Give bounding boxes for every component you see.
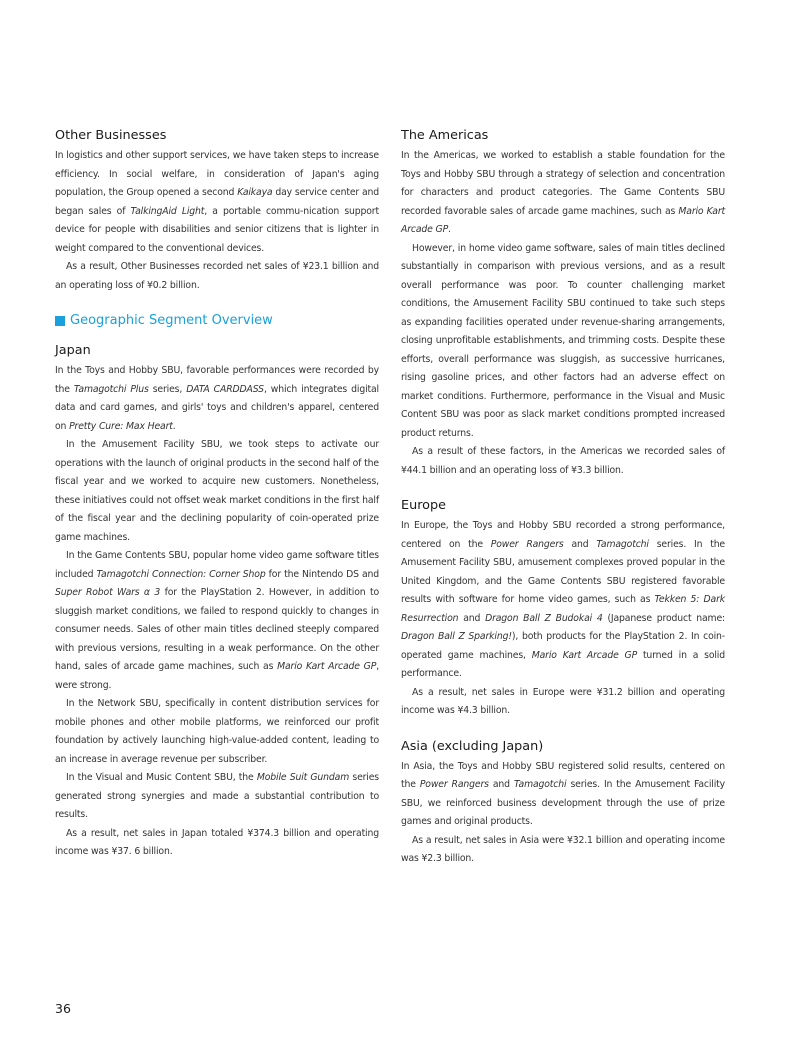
americas-paragraph-3: As a result of these factors, in the Americas we recorded sales of ¥44.1 billion and an operating loss of ¥3.3 billion. — [401, 446, 725, 476]
italic-title: Mario Kart Arcade GP — [531, 649, 638, 661]
americas-paragraph-2 — [401, 240, 725, 444]
italic-title: Pretty Cure: Max Heart — [69, 420, 173, 432]
italic-title: Dragon Ball Z Sparking! — [401, 631, 512, 642]
japan-paragraph-1 — [55, 362, 379, 436]
text-run: ), both products for the PlayStation 2. In coin-operated game machines, — [401, 631, 726, 661]
text-run: . — [448, 224, 451, 235]
right-column — [401, 127, 725, 869]
europe-heading: Europe — [401, 498, 447, 513]
text-run: and — [458, 612, 486, 624]
italic-title: Tamagotchi — [596, 538, 649, 550]
japan-paragraph-4 — [55, 695, 379, 769]
text-run: In the Visual and Music Content SBU, the — [66, 772, 257, 783]
japan-paragraph-6: As a result, net sales in Japan totaled ¥374.3 billion and operating income was ¥37. 6 billion. — [55, 827, 379, 857]
text-run: However, in home video game software, sales of main titles declined substantially in comparison with previous versions, and as a result overall performance was poor. To counter challenging market conditions, the Amusement Facility SBU continued to take such steps as expanding facilities operated under revenue-sharing arrangements, closing unprofitable establishments, and trimming costs. Despite these efforts, overall performance was sluggish, as successive hurricanes, rising gasoline prices, and other factors had an adverse effect on market conditions. Furthermore, performance in the Visual and Music Content SBU was poor as slack market conditions prompted increased product returns. — [401, 242, 725, 439]
americas-paragraph-1 — [401, 147, 725, 240]
asia-paragraph-2: As a result, net sales in Asia were ¥32.1 billion and operating income was ¥2.3 billion. — [401, 834, 725, 864]
text-run: and — [563, 538, 597, 550]
italic-title: Power Rangers — [419, 779, 489, 790]
europe-paragraph-1 — [401, 517, 725, 684]
text-run: series generated strong synergies and made a substantial contribution to results. — [55, 772, 380, 820]
text-run: In the Game Contents SBU, popular home video game software titles included — [55, 550, 379, 580]
text-run: series. In the Amusement Facility SBU, amusement complexes proved popular in the United Kingdom, and the Game Contents SBU registered favorable results with software for home video games, such as — [401, 538, 725, 605]
japan-paragraph-5 — [55, 769, 379, 825]
text-run: , were strong. — [55, 661, 380, 691]
japan-paragraph-2 — [55, 436, 379, 547]
text-run: In the Americas, we worked to establish a stable foundation for the Toys and Hobby SBU through a strategy of selection and concentration for characters and product categories. The Game Contents SBU recorded favorable sales of arcade game machines, such as — [401, 150, 725, 217]
italic-title: Mobile Suit Gundam — [256, 772, 350, 783]
text-run: , a portable commu-nication support device for people with disabilities and senior citizens that is lighter in weight compared to the conventional devices. — [55, 205, 379, 254]
text-run: . — [172, 420, 176, 432]
italic-title: Tamagotchi — [513, 779, 567, 790]
text-run: , which integrates digital data and card games, and girls' toys and children's apparel, centered on — [55, 383, 379, 432]
italic-title: Mario Kart Arcade GP — [401, 205, 725, 235]
italic-title: Tekken 5: Dark Resurrection — [401, 594, 725, 624]
blue-square-bullet-icon — [55, 316, 65, 326]
japan-paragraph-3 — [55, 547, 379, 695]
europe-paragraph-2: As a result, net sales in Europe were ¥31.2 billion and operating income was ¥4.3 billion. — [401, 686, 725, 716]
asia-heading: Asia (excluding Japan) — [401, 738, 544, 754]
italic-title: Super Robot Wars α 3 — [55, 587, 161, 598]
text-run: series. In the Amusement Facility SBU, we reinforced business development through the use of prize games and original products. — [401, 779, 726, 827]
italic-title: Kaikaya — [237, 187, 273, 198]
italic-title: Power Rangers — [490, 538, 564, 550]
text-run: turned in a solid performance. — [401, 649, 725, 679]
italic-title: TalkingAid Light — [130, 205, 205, 217]
italic-title: DATA CARDDASS — [186, 383, 264, 395]
italic-title: Tamagotchi Connection: Corner Shop — [96, 568, 266, 580]
left-column — [55, 127, 379, 862]
other-businesses-paragraph-2: As a result, Other Businesses recorded net sales of ¥23.1 billion and an operating loss of ¥0.2 billion. — [55, 261, 379, 291]
text-run: day service center and began sales of — [55, 187, 379, 217]
japan-heading: Japan — [55, 343, 91, 358]
text-run: for the PlayStation 2. However, in addition to sluggish market conditions, we failed to respond quickly to changes in consumer needs. Sales of other main titles declined steeply compared with previous versions, resulting in a weak performance. On the other hand, sales of arcade game machines, such as — [55, 587, 379, 672]
americas-heading: The Americas — [401, 128, 489, 143]
italic-title: Dragon Ball Z Budokai 4 — [485, 612, 603, 624]
text-run: In the Network SBU, specifically in content distribution services for mobile phones and other mobile platforms, we reinforced our profit foundation by actively launching high-value-added content, leading to an increase in average revenue per subscriber. — [55, 698, 379, 765]
other-businesses-paragraph-1 — [55, 147, 379, 258]
italic-title: Mario Kart Arcade GP — [277, 661, 377, 672]
geographic-segment-title: Geographic Segment Overview — [70, 313, 273, 328]
text-run: series, — [148, 383, 187, 395]
text-run: In Asia, the Toys and Hobby SBU registered solid results, centered on the — [401, 760, 725, 790]
italic-title: Tamagotchi Plus — [73, 383, 149, 395]
asia-paragraph-1 — [401, 758, 725, 832]
text-run: In logistics and other support services, we have taken steps to increase efficiency. In social welfare, in consideration of Japan's aging population, the Group opened a second — [55, 150, 379, 198]
text-run: for the Nintendo DS and — [265, 568, 380, 580]
text-run: In the Amusement Facility SBU, we took steps to activate our operations with the launch of original products in the second half of the fiscal year and we worked to acquire new customers. Nonetheless, these initiatives could not offset weak market conditions in the first half of the fiscal year and the declining popularity of coin-operated prize game machines. — [55, 439, 379, 543]
text-run: In Europe, the Toys and Hobby SBU recorded a strong performance, centered on the — [401, 520, 725, 550]
text-run: (Japanese product name: — [602, 612, 725, 624]
text-run: In the Toys and Hobby SBU, favorable performances were recorded by the — [55, 365, 379, 395]
geographic-segment-heading — [55, 312, 379, 330]
text-run: and — [488, 779, 514, 790]
page-number: 36 — [55, 1001, 71, 1016]
other-businesses-heading: Other Businesses — [55, 128, 167, 143]
